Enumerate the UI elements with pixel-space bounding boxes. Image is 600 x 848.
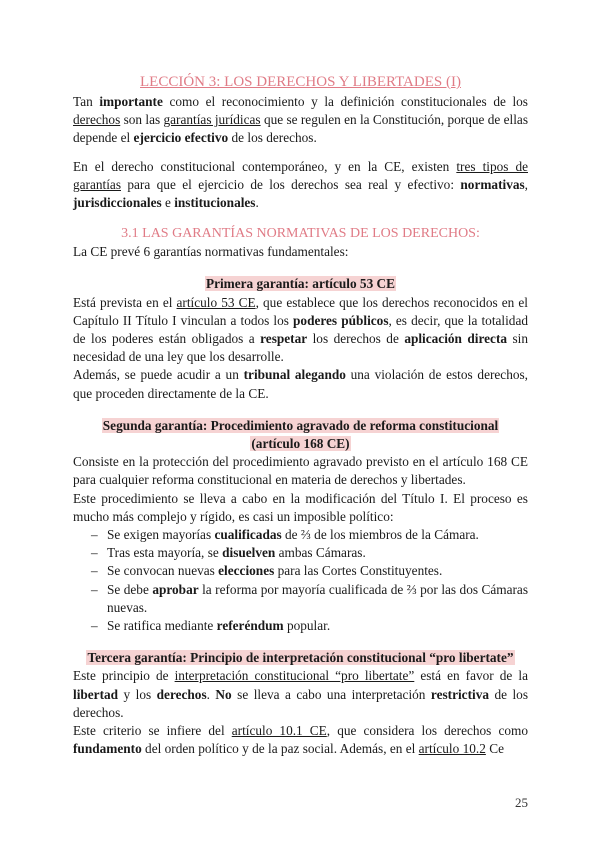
- section-lead: La CE prevé 6 garantías normativas fundamentales:: [73, 244, 349, 260]
- garantia-3-paragraph-2: Este criterio se infiere del artículo 10.1 CE, que considera los derechos como fundamento del orden político y de la paz social. Además, en el artículo 10.2 Ce: [73, 723, 528, 757]
- garantia-3-heading: Tercera garantía: Principio de interpretación constitucional “pro libertate”: [87, 650, 514, 666]
- garantia-2-paragraph-2: Este procedimiento se lleva a cabo en la modificación del Título I. El proceso es mucho más complejo y rígido, es casi un imposible político:: [73, 490, 528, 524]
- list-item: – Se debe aprobar la reforma por mayoría cualificada de ⅔ por las dos Cámaras nuevas.: [91, 581, 528, 617]
- garantia-2-heading: Segunda garantía: Procedimiento agravado de reforma constitucional (artículo 168 CE): [102, 417, 499, 452]
- section-heading: 3.1 LAS GARANTÍAS NORMATIVAS DE LOS DERECHOS:: [121, 226, 480, 242]
- intro-paragraph-1: Tan importante como el reconocimiento y la definición constitucionales de los derechos son las garantías jurídicas que se regulen en la Constitución, porque de ellas depende el ejercicio efectivo de los derechos.: [73, 94, 528, 146]
- garantia-1-paragraph-2: Además, se puede acudir a un tribunal alegando una violación de estos derechos, que proceden directamente de la CE.: [73, 367, 529, 401]
- list-item: – Se ratifica mediante referéndum popular.: [91, 617, 528, 635]
- garantia-2-paragraph-1: Consiste en la protección del procedimiento agravado previsto en el artículo 168 CE para cualquier reforma constitucional en materia de derechos y libertades.: [73, 454, 528, 488]
- garantia-1-paragraph-1: Está prevista en el artículo 53 CE, que establece que los derechos reconocidos en el Capítulo II Título I vinculan a todos los poderes públicos, es decir, que la totalidad de los poderes están obligados a respetar los derechos de aplicación directa sin necesidad de una ley que los desarrolle.: [73, 294, 529, 365]
- garantia-1-heading: Primera garantía: artículo 53 CE: [205, 276, 396, 292]
- lesson-title: LECCIÓN 3: LOS DERECHOS Y LIBERTADES (I): [140, 74, 461, 90]
- list-item: – Tras esta mayoría, se disuelven ambas Cámaras.: [91, 544, 528, 562]
- garantia-2-steps-list: [73, 526, 528, 635]
- garantia-3-paragraph-1: Este principio de interpretación constitucional “pro libertate” está en favor de la libertad y los derechos. No se lleva a cabo una interpretación restrictiva de los derechos.: [73, 668, 528, 720]
- list-item: – Se convocan nuevas elecciones para las Cortes Constituyentes.: [91, 562, 528, 580]
- page-content: [73, 72, 528, 759]
- page-number: 25: [515, 795, 528, 810]
- list-item: – Se exigen mayorías cualificadas de ⅔ de los miembros de la Cámara.: [91, 526, 528, 544]
- intro-paragraph-2: En el derecho constitucional contemporáneo, y en la CE, existen tres tipos de garantías para que el ejercicio de los derechos sea real y efectivo: normativas, jurisdiccionales e institucionales.: [73, 158, 528, 211]
